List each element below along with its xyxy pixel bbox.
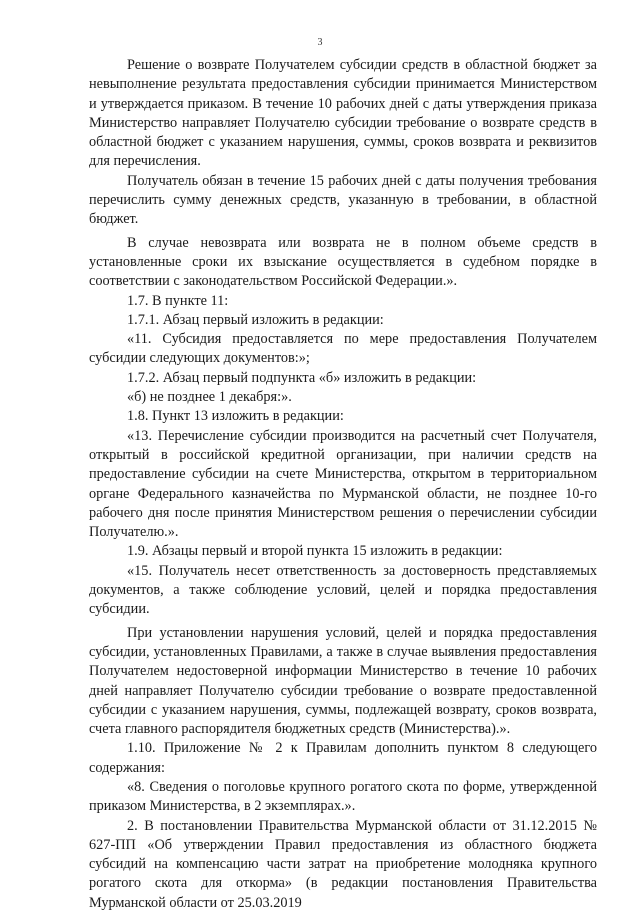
paragraph-item-1-7: 1.7. В пункте 11: bbox=[127, 292, 229, 309]
paragraph-item-1-7-1: 1.7.1. Абзац первый изложить в редакции: bbox=[127, 311, 384, 328]
paragraph-quote-13: «13. Перечисление субсидии производится на расчетный счет Получателя, открытый в российской кредитной организации, при наличии средств на предоставление субсидии на счете Министерства, открытом в территориальном органе Федерального казначейства по Мурманской области, не позднее 10-го рабочего дня после принятия Министерством решения о перечислении субсидии Получателю.». bbox=[89, 427, 597, 541]
document-body bbox=[89, 56, 597, 913]
paragraph-item-1-10: 1.10. Приложение № 2 к Правилам дополнить пунктом 8 следующего содержания: bbox=[89, 740, 597, 776]
paragraph-violation: При установлении нарушения условий, целей и порядка предоставления субсидии, установленных Правилами, а также в случае выявления предоставления Получателем недостоверной информации Министерство в течение 10 рабочих дней направляет Получателю субсидии требование о возврате предоставленной субсидии с указанием нарушения, суммы, подлежащей возврату, сроков возврата, счета главного распорядителя бюджетных средств (Министерства).». bbox=[89, 624, 597, 738]
paragraph-quote-8: «8. Сведения о поголовье крупного рогатого скота по форме, утвержденной приказом Министерства, в 2 экземплярах.». bbox=[89, 778, 597, 815]
paragraph-quote-11: «11. Субсидия предоставляется по мере предоставления Получателем субсидии следующих документов:»; bbox=[89, 331, 597, 367]
paragraph-quote-15: «15. Получатель несет ответственность за достоверность представляемых документов, а также соблюдение условий, целей и порядка предоставления субсидии. bbox=[89, 562, 597, 618]
paragraph-recipient-obligation: Получатель обязан в течение 15 рабочих дней с даты получения требования перечислить сумму денежных средств, указанную в требовании, в областной бюджет. bbox=[89, 172, 597, 228]
paragraph-item-1-8: 1.8. Пункт 13 изложить в редакции: bbox=[127, 408, 344, 425]
paragraph-non-return: В случае невозврата или возврата не в полном объеме средств в установленные сроки их взыскание осуществляется в судебном порядке в соответствии с законодательством Российской Федерации.». bbox=[89, 234, 597, 290]
paragraph-item-1-9: 1.9. Абзацы первый и второй пункта 15 изложить в редакции: bbox=[127, 543, 503, 560]
page-number: 3 bbox=[317, 37, 323, 48]
paragraph-refund-decision: Решение о возврате Получателем субсидии средств в областной бюджет за невыполнение результата предоставления субсидии принимается Министерством и утверждается приказом. В течение 10 рабочих дней с даты утверждения приказа Министерство направляет Получателю субсидии требование о возврате средств в областной бюджет с указанием нарушения, суммы, сроков возврата и реквизитов для перечисления. bbox=[89, 57, 597, 170]
paragraph-item-1-7-2: 1.7.2. Абзац первый подпункта «б» изложить в редакции: bbox=[127, 369, 477, 386]
paragraph-item-2: 2. В постановлении Правительства Мурманской области от 31.12.2015 № 627-ПП «Об утверждении Правил предоставления из областного бюджета субсидий на компенсацию части затрат на приобретение молодняка крупного рогатого скота для откорма» (в редакции постановления Правительства Мурманской области от 25.03.2019 bbox=[89, 817, 597, 911]
paragraph-quote-b: «б) не позднее 1 декабря:». bbox=[127, 389, 292, 406]
